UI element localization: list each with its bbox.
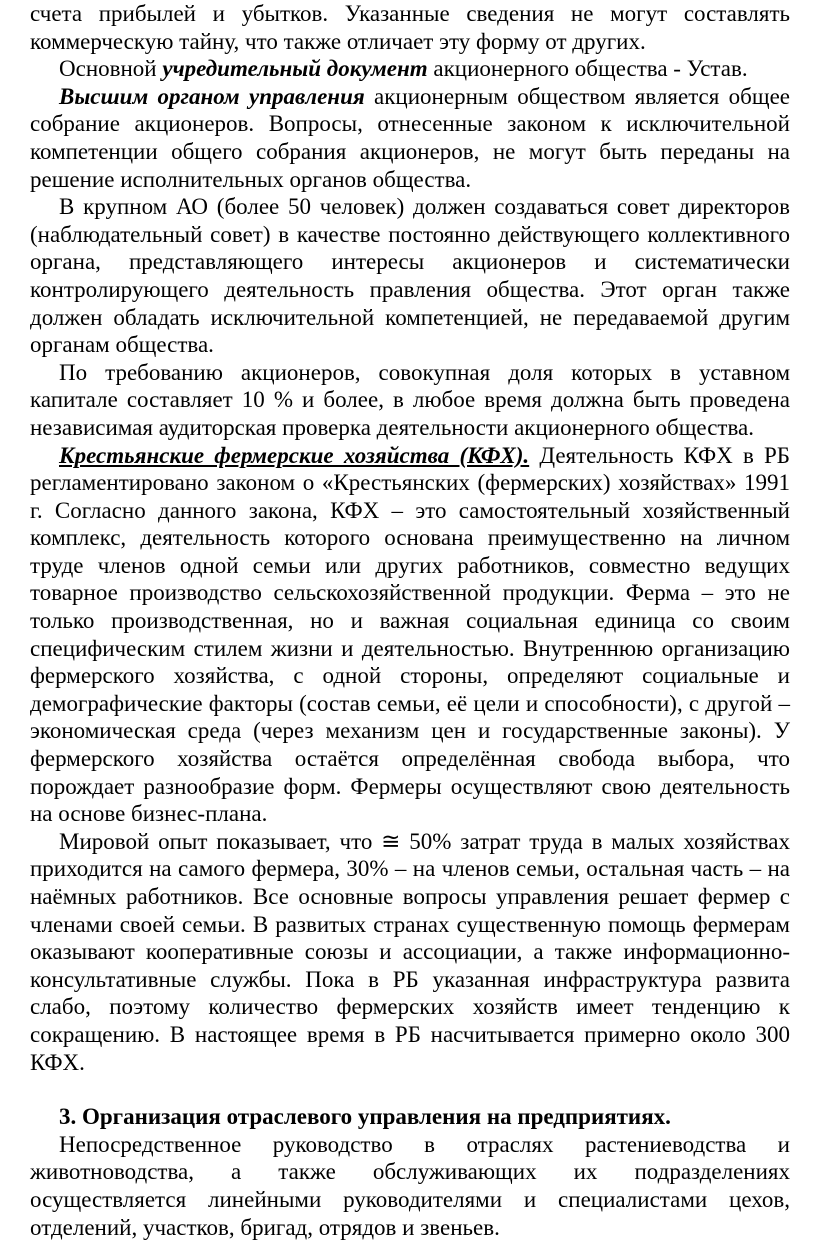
paragraph-4: В крупном АО (более 50 человек) должен создаваться совет директоров (наблюдательный совет) в качестве постоянно действующего коллективного органа, представляющего интересы акционеров и систематически контролирующего деятельность правления общества. Этот орган также должен обладать исключительной компетенцией, не передаваемой другим органам общества. [30, 194, 790, 358]
section-heading: 3. Организация отраслевого управления на предприятиях. [59, 1104, 671, 1130]
paragraph-3-after: акционерным обществом является общее собрание акционеров. Вопросы, отнесенные законом к исключительной компетенции общего собрания акционеров, не могут быть переданы на решение исполнительных органов общества. [30, 83, 790, 192]
paragraph-2-after: акционерного общества - Устав. [427, 56, 748, 82]
document-page [30, 0, 790, 1241]
paragraph-6 [30, 442, 790, 828]
paragraph-3-emphasis: Высшим органом управления [59, 83, 365, 109]
paragraph-6-emphasis: Крестьянские фермерские хозяйства (КФХ). [59, 442, 530, 468]
paragraph-2-emphasis: учредительный документ [162, 56, 428, 82]
paragraph-2-before: Основной [59, 56, 163, 82]
paragraph-2 [30, 55, 790, 83]
paragraph-8: Непосредственное руководство в отраслях растениеводства и животноводства, а также обслуживающих их подразделениях осуществляется линейными руководителями и специалистами цехов, отделений, участков, бригад, отрядов и звеньев. [30, 1131, 790, 1240]
paragraph-1: счета прибылей и убытков. Указанные сведения не могут составлять коммерческую тайну, что также отличает эту форму от других. [30, 1, 790, 54]
paragraph-3 [30, 83, 790, 193]
spacer [30, 1076, 790, 1103]
paragraph-6-after: Деятельность КФХ в РБ регламентировано законом о «Крестьянских (фермерских) хозяйствах» 1991 г. Согласно данного закона, КФХ – это самостоятельный хозяйственный комплекс, деятельность которого основана преимущественно на личном труде членов одной семьи или других работников, совместно ведущих товарное производство сельскохозяйственной продукции. Ферма – это не только производственная, но и важная социальная единица со своим специфическим стилем жизни и деятельностью. Внутреннюю организацию фермерского хозяйства, с одной стороны, определяют социальные и демографические факторы (состав семьи, её цели и способности), с другой – экономическая среда (через механизм цен и государственные законы). У фермерского хозяйства остаётся определённая свобода выбора, что порождает разнообразие форм. Фермеры осуществляют свою деятельность на основе бизнес-плана. [30, 442, 790, 827]
paragraph-7: Мировой опыт показывает, что ≅ 50% затрат труда в малых хозяйствах приходится на самого фермера, 30% – на членов семьи, остальная часть – на наёмных работников. Все основные вопросы управления решает фермер с членами своей семьи. В развитых странах существенную помощь фермерам оказывают кооперативные союзы и ассоциации, а также информационно-консультативные службы. Пока в РБ указанная инфраструктура развита слабо, поэтому количество фермерских хозяйств имеет тенденцию к сокращению. В настоящее время в РБ насчитывается примерно около 300 КФХ. [30, 828, 790, 1075]
paragraph-5: По требованию акционеров, совокупная доля которых в уставном капитале составляет 10 % и более, в любое время должна быть проведена независимая аудиторская проверка деятельности акционерного общества. [30, 359, 790, 440]
